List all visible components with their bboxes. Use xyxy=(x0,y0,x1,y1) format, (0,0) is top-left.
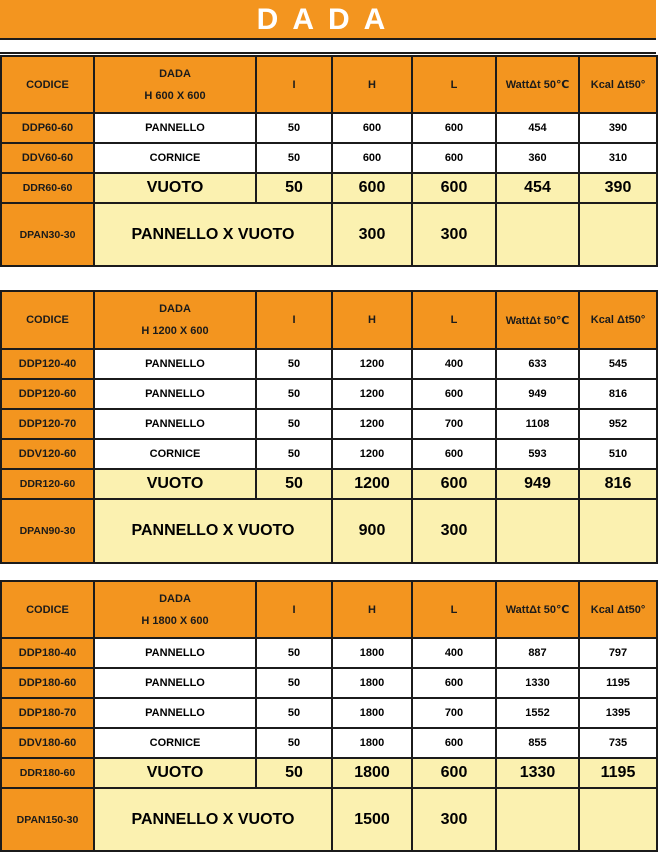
header-l: L xyxy=(412,56,496,113)
cell-i: 50 xyxy=(256,439,332,469)
table-row xyxy=(1,728,657,758)
header-codice: CODICE xyxy=(1,56,94,113)
cell-kcal: 816 xyxy=(579,469,657,499)
cell-h: 1500 xyxy=(332,788,412,851)
header-h: H xyxy=(332,56,412,113)
cell-l: 300 xyxy=(412,203,496,266)
cell-i: 50 xyxy=(256,728,332,758)
cell-watt xyxy=(496,203,579,266)
header-size: H 600 X 600 xyxy=(144,89,206,102)
cell-watt: 887 xyxy=(496,638,579,668)
header-dada-title: DADA xyxy=(159,592,191,605)
header-watt: WattΔt 50℃ xyxy=(496,291,579,349)
cell-code: DDR180-60 xyxy=(1,758,94,788)
cell-watt: 855 xyxy=(496,728,579,758)
cell-desc: VUOTO xyxy=(94,173,256,203)
cell-kcal: 510 xyxy=(579,439,657,469)
cell-h: 300 xyxy=(332,203,412,266)
cell-l: 600 xyxy=(412,379,496,409)
header-dada xyxy=(94,581,256,638)
cell-desc: VUOTO xyxy=(94,469,256,499)
header-dada xyxy=(94,56,256,113)
cell-kcal: 797 xyxy=(579,638,657,668)
cell-code: DDR120-60 xyxy=(1,469,94,499)
header-kcal: Kcal Δt50° xyxy=(579,581,657,638)
cell-i: 50 xyxy=(256,638,332,668)
table-row xyxy=(1,638,657,668)
table-dada-1800x600 xyxy=(0,580,658,852)
cell-h: 1200 xyxy=(332,349,412,379)
cell-i: 50 xyxy=(256,698,332,728)
cell-desc: PANNELLO xyxy=(94,379,256,409)
header-l: L xyxy=(412,291,496,349)
cell-desc: PANNELLO xyxy=(94,668,256,698)
cell-kcal: 952 xyxy=(579,409,657,439)
header-kcal: Kcal Δt50° xyxy=(579,56,657,113)
cell-h: 1200 xyxy=(332,469,412,499)
cell-kcal: 545 xyxy=(579,349,657,379)
cell-kcal xyxy=(579,203,657,266)
cell-l: 600 xyxy=(412,173,496,203)
cell-watt: 1108 xyxy=(496,409,579,439)
cell-h: 1800 xyxy=(332,638,412,668)
cell-l: 600 xyxy=(412,143,496,173)
cell-l: 600 xyxy=(412,469,496,499)
header-codice: CODICE xyxy=(1,581,94,638)
cell-kcal: 816 xyxy=(579,379,657,409)
cell-h: 1200 xyxy=(332,379,412,409)
cell-code: DPAN150-30 xyxy=(1,788,94,851)
cell-code: DDP180-60 xyxy=(1,668,94,698)
cell-kcal: 1195 xyxy=(579,758,657,788)
cell-l: 600 xyxy=(412,668,496,698)
cell-watt: 633 xyxy=(496,349,579,379)
cell-i: 50 xyxy=(256,379,332,409)
cell-desc: CORNICE xyxy=(94,143,256,173)
cell-l: 600 xyxy=(412,728,496,758)
cell-desc: PANNELLO xyxy=(94,698,256,728)
cell-desc: CORNICE xyxy=(94,439,256,469)
table-row xyxy=(1,499,657,563)
cell-l: 700 xyxy=(412,409,496,439)
header-dada xyxy=(94,291,256,349)
cell-l: 700 xyxy=(412,698,496,728)
cell-h: 900 xyxy=(332,499,412,563)
header-h: H xyxy=(332,581,412,638)
header-l: L xyxy=(412,581,496,638)
cell-kcal: 1195 xyxy=(579,668,657,698)
cell-i: 50 xyxy=(256,173,332,203)
cell-kcal: 310 xyxy=(579,143,657,173)
cell-code: DDV120-60 xyxy=(1,439,94,469)
cell-kcal: 735 xyxy=(579,728,657,758)
cell-h: 1800 xyxy=(332,758,412,788)
cell-i: 50 xyxy=(256,349,332,379)
divider xyxy=(0,52,656,54)
header-kcal: Kcal Δt50° xyxy=(579,291,657,349)
cell-watt: 1330 xyxy=(496,668,579,698)
header-size: H 1200 X 600 xyxy=(141,325,209,337)
cell-code: DDP120-60 xyxy=(1,379,94,409)
cell-h: 600 xyxy=(332,113,412,143)
table-row xyxy=(1,698,657,728)
cell-code: DDV180-60 xyxy=(1,728,94,758)
cell-i: 50 xyxy=(256,113,332,143)
table-row xyxy=(1,788,657,851)
cell-i: 50 xyxy=(256,668,332,698)
cell-watt: 454 xyxy=(496,173,579,203)
cell-watt xyxy=(496,788,579,851)
cell-kcal xyxy=(579,499,657,563)
cell-l: 300 xyxy=(412,499,496,563)
table-row xyxy=(1,668,657,698)
header-size: H 1800 X 600 xyxy=(141,614,209,627)
table-row xyxy=(1,143,657,173)
header-dada-title: DADA xyxy=(159,67,191,80)
cell-h: 1800 xyxy=(332,698,412,728)
header-watt: WattΔt 50℃ xyxy=(496,56,579,113)
table-row xyxy=(1,349,657,379)
cell-h: 600 xyxy=(332,173,412,203)
cell-desc: PANNELLO X VUOTO xyxy=(94,788,332,851)
table-row xyxy=(1,173,657,203)
cell-watt: 1552 xyxy=(496,698,579,728)
cell-h: 1800 xyxy=(332,668,412,698)
cell-code: DPAN30-30 xyxy=(1,203,94,266)
cell-desc: PANNELLO xyxy=(94,409,256,439)
cell-l: 400 xyxy=(412,638,496,668)
cell-watt xyxy=(496,499,579,563)
cell-l: 300 xyxy=(412,788,496,851)
header-i: I xyxy=(256,581,332,638)
cell-watt: 949 xyxy=(496,379,579,409)
cell-watt: 1330 xyxy=(496,758,579,788)
cell-code: DPAN90-30 xyxy=(1,499,94,563)
cell-kcal: 1395 xyxy=(579,698,657,728)
table-row xyxy=(1,113,657,143)
cell-desc: PANNELLO xyxy=(94,349,256,379)
cell-code: DDP120-70 xyxy=(1,409,94,439)
header-i: I xyxy=(256,291,332,349)
cell-watt: 593 xyxy=(496,439,579,469)
cell-desc: PANNELLO xyxy=(94,638,256,668)
cell-l: 600 xyxy=(412,113,496,143)
cell-h: 1800 xyxy=(332,728,412,758)
cell-i: 50 xyxy=(256,758,332,788)
cell-kcal xyxy=(579,788,657,851)
cell-kcal: 390 xyxy=(579,113,657,143)
table-row xyxy=(1,439,657,469)
cell-desc: VUOTO xyxy=(94,758,256,788)
header-codice: CODICE xyxy=(1,291,94,349)
cell-i: 50 xyxy=(256,143,332,173)
table-row xyxy=(1,379,657,409)
header-watt: WattΔt 50℃ xyxy=(496,581,579,638)
table-row xyxy=(1,409,657,439)
cell-code: DDP180-70 xyxy=(1,698,94,728)
header-h: H xyxy=(332,291,412,349)
cell-code: DDR60-60 xyxy=(1,173,94,203)
cell-h: 1200 xyxy=(332,439,412,469)
table-row xyxy=(1,469,657,499)
cell-h: 1200 xyxy=(332,409,412,439)
cell-watt: 360 xyxy=(496,143,579,173)
cell-desc: PANNELLO X VUOTO xyxy=(94,203,332,266)
cell-code: DDP60-60 xyxy=(1,113,94,143)
cell-watt: 454 xyxy=(496,113,579,143)
header-dada-title: DADA xyxy=(159,303,191,315)
cell-i: 50 xyxy=(256,469,332,499)
table-dada-1200x600 xyxy=(0,290,658,564)
table-row xyxy=(1,203,657,266)
cell-h: 600 xyxy=(332,143,412,173)
cell-watt: 949 xyxy=(496,469,579,499)
cell-i: 50 xyxy=(256,409,332,439)
header-i: I xyxy=(256,56,332,113)
cell-desc: PANNELLO xyxy=(94,113,256,143)
cell-code: DDV60-60 xyxy=(1,143,94,173)
cell-l: 600 xyxy=(412,439,496,469)
cell-l: 400 xyxy=(412,349,496,379)
table-dada-600x600 xyxy=(0,55,658,267)
cell-kcal: 390 xyxy=(579,173,657,203)
cell-desc: PANNELLO X VUOTO xyxy=(94,499,332,563)
cell-l: 600 xyxy=(412,758,496,788)
cell-code: DDP120-40 xyxy=(1,349,94,379)
cell-desc: CORNICE xyxy=(94,728,256,758)
cell-code: DDP180-40 xyxy=(1,638,94,668)
table-row xyxy=(1,758,657,788)
page-title: DADA xyxy=(0,0,656,40)
